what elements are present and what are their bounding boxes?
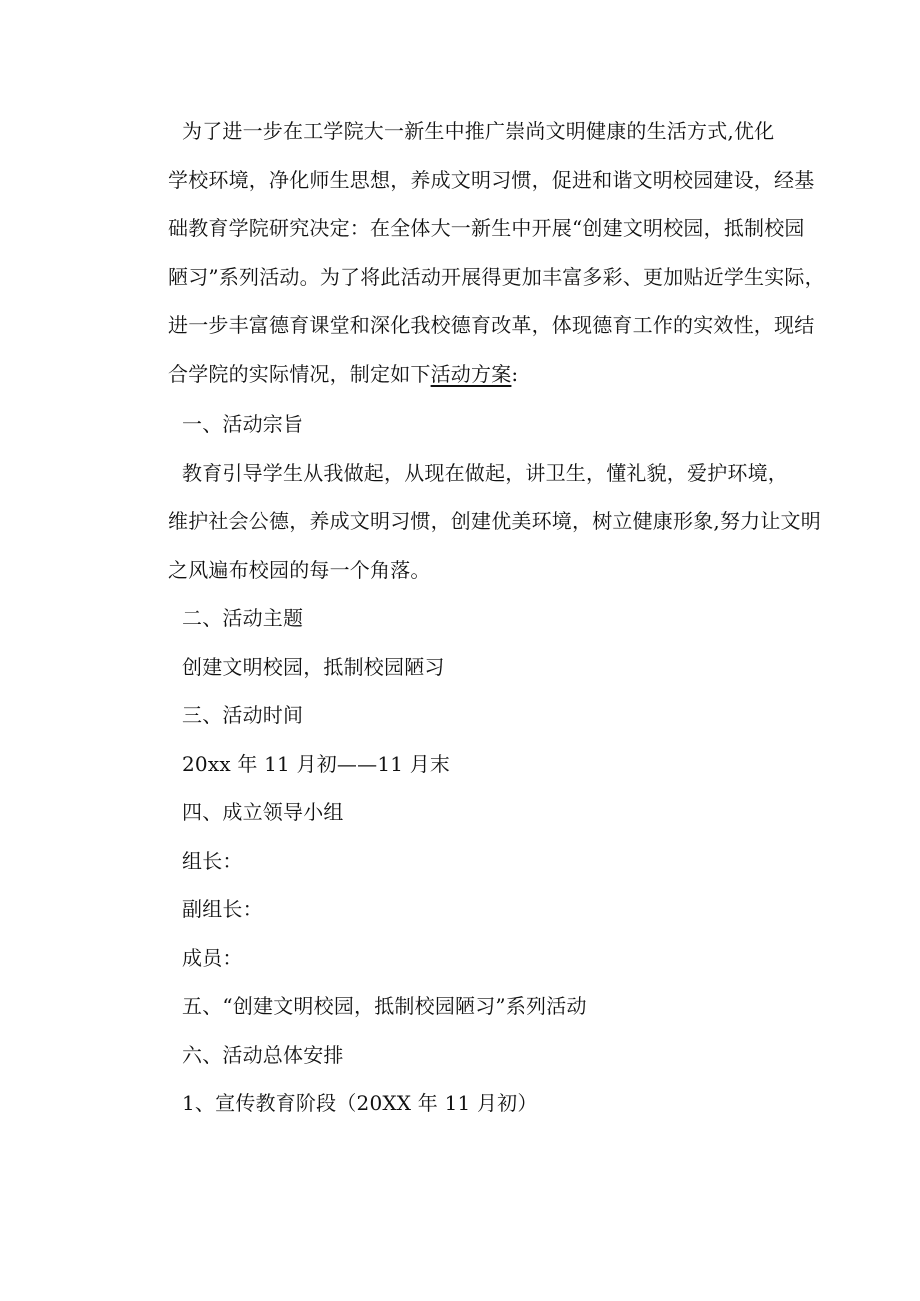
activity-plan-link[interactable]: 活动方案 (430, 361, 512, 386)
deputy-leader-label: 副组长： (182, 897, 263, 921)
section-1-body-line-2: 维护社会公德，养成文明习惯，创建优美环境，树立健康形象,努力让文明 (168, 509, 821, 533)
sections (168, 400, 821, 1128)
section-1-heading: 一、活动宗旨 (182, 412, 304, 436)
section-6-item-1: 1、宣传教育阶段（20XX 年 11 月初） (182, 1091, 538, 1115)
section-2-heading: 二、活动主题 (182, 606, 304, 630)
section-6-heading: 六、活动总体安排 (182, 1042, 344, 1067)
intro-line-2: 学校环境，净化师生思想，养成文明习惯，促进和谐文明校园建设，经基 (168, 167, 815, 192)
section-1-body-line-3: 之风遍布校园的每一个角落。 (168, 557, 431, 582)
section-1-body-line-1: 教育引导学生从我做起，从现在做起，讲卫生，懂礼貌，爱护环境， (182, 460, 788, 485)
intro-line-6-suffix: : (511, 361, 519, 386)
intro-line-5: 进一步丰富德育课堂和深化我校德育改革，体现德育工作的实效性，现结 (168, 313, 815, 337)
intro-line-6 (168, 350, 808, 399)
members-label: 成员： (182, 945, 243, 970)
section-4-heading: 四、成立领导小组 (182, 800, 344, 824)
section-3-heading: 三、活动时间 (182, 703, 304, 727)
intro-line-3: 础教育学院研究决定：在全体大一新生中开展“创建文明校园，抵制校园 (168, 216, 805, 240)
intro-line-4: 陋习”系列活动。为了将此活动开展得更加丰富多彩、更加贴近学生实际， (168, 264, 825, 289)
section-3-body: 20xx 年 11 月初——11 月末 (182, 751, 451, 776)
section-2-body: 创建文明校园，抵制校园陋习 (182, 654, 445, 679)
section-5-heading: 五、“创建文明校园，抵制校园陋习”系列活动 (182, 994, 587, 1018)
intro-paragraph (168, 107, 825, 398)
group-leader-label: 组长： (182, 848, 243, 873)
intro-line-6-prefix: 合学院的实际情况，制定如下 (168, 361, 431, 386)
intro-line-1: 为了进一步在工学院大一新生中推广崇尚文明健康的生活方式,优化 (182, 119, 775, 143)
